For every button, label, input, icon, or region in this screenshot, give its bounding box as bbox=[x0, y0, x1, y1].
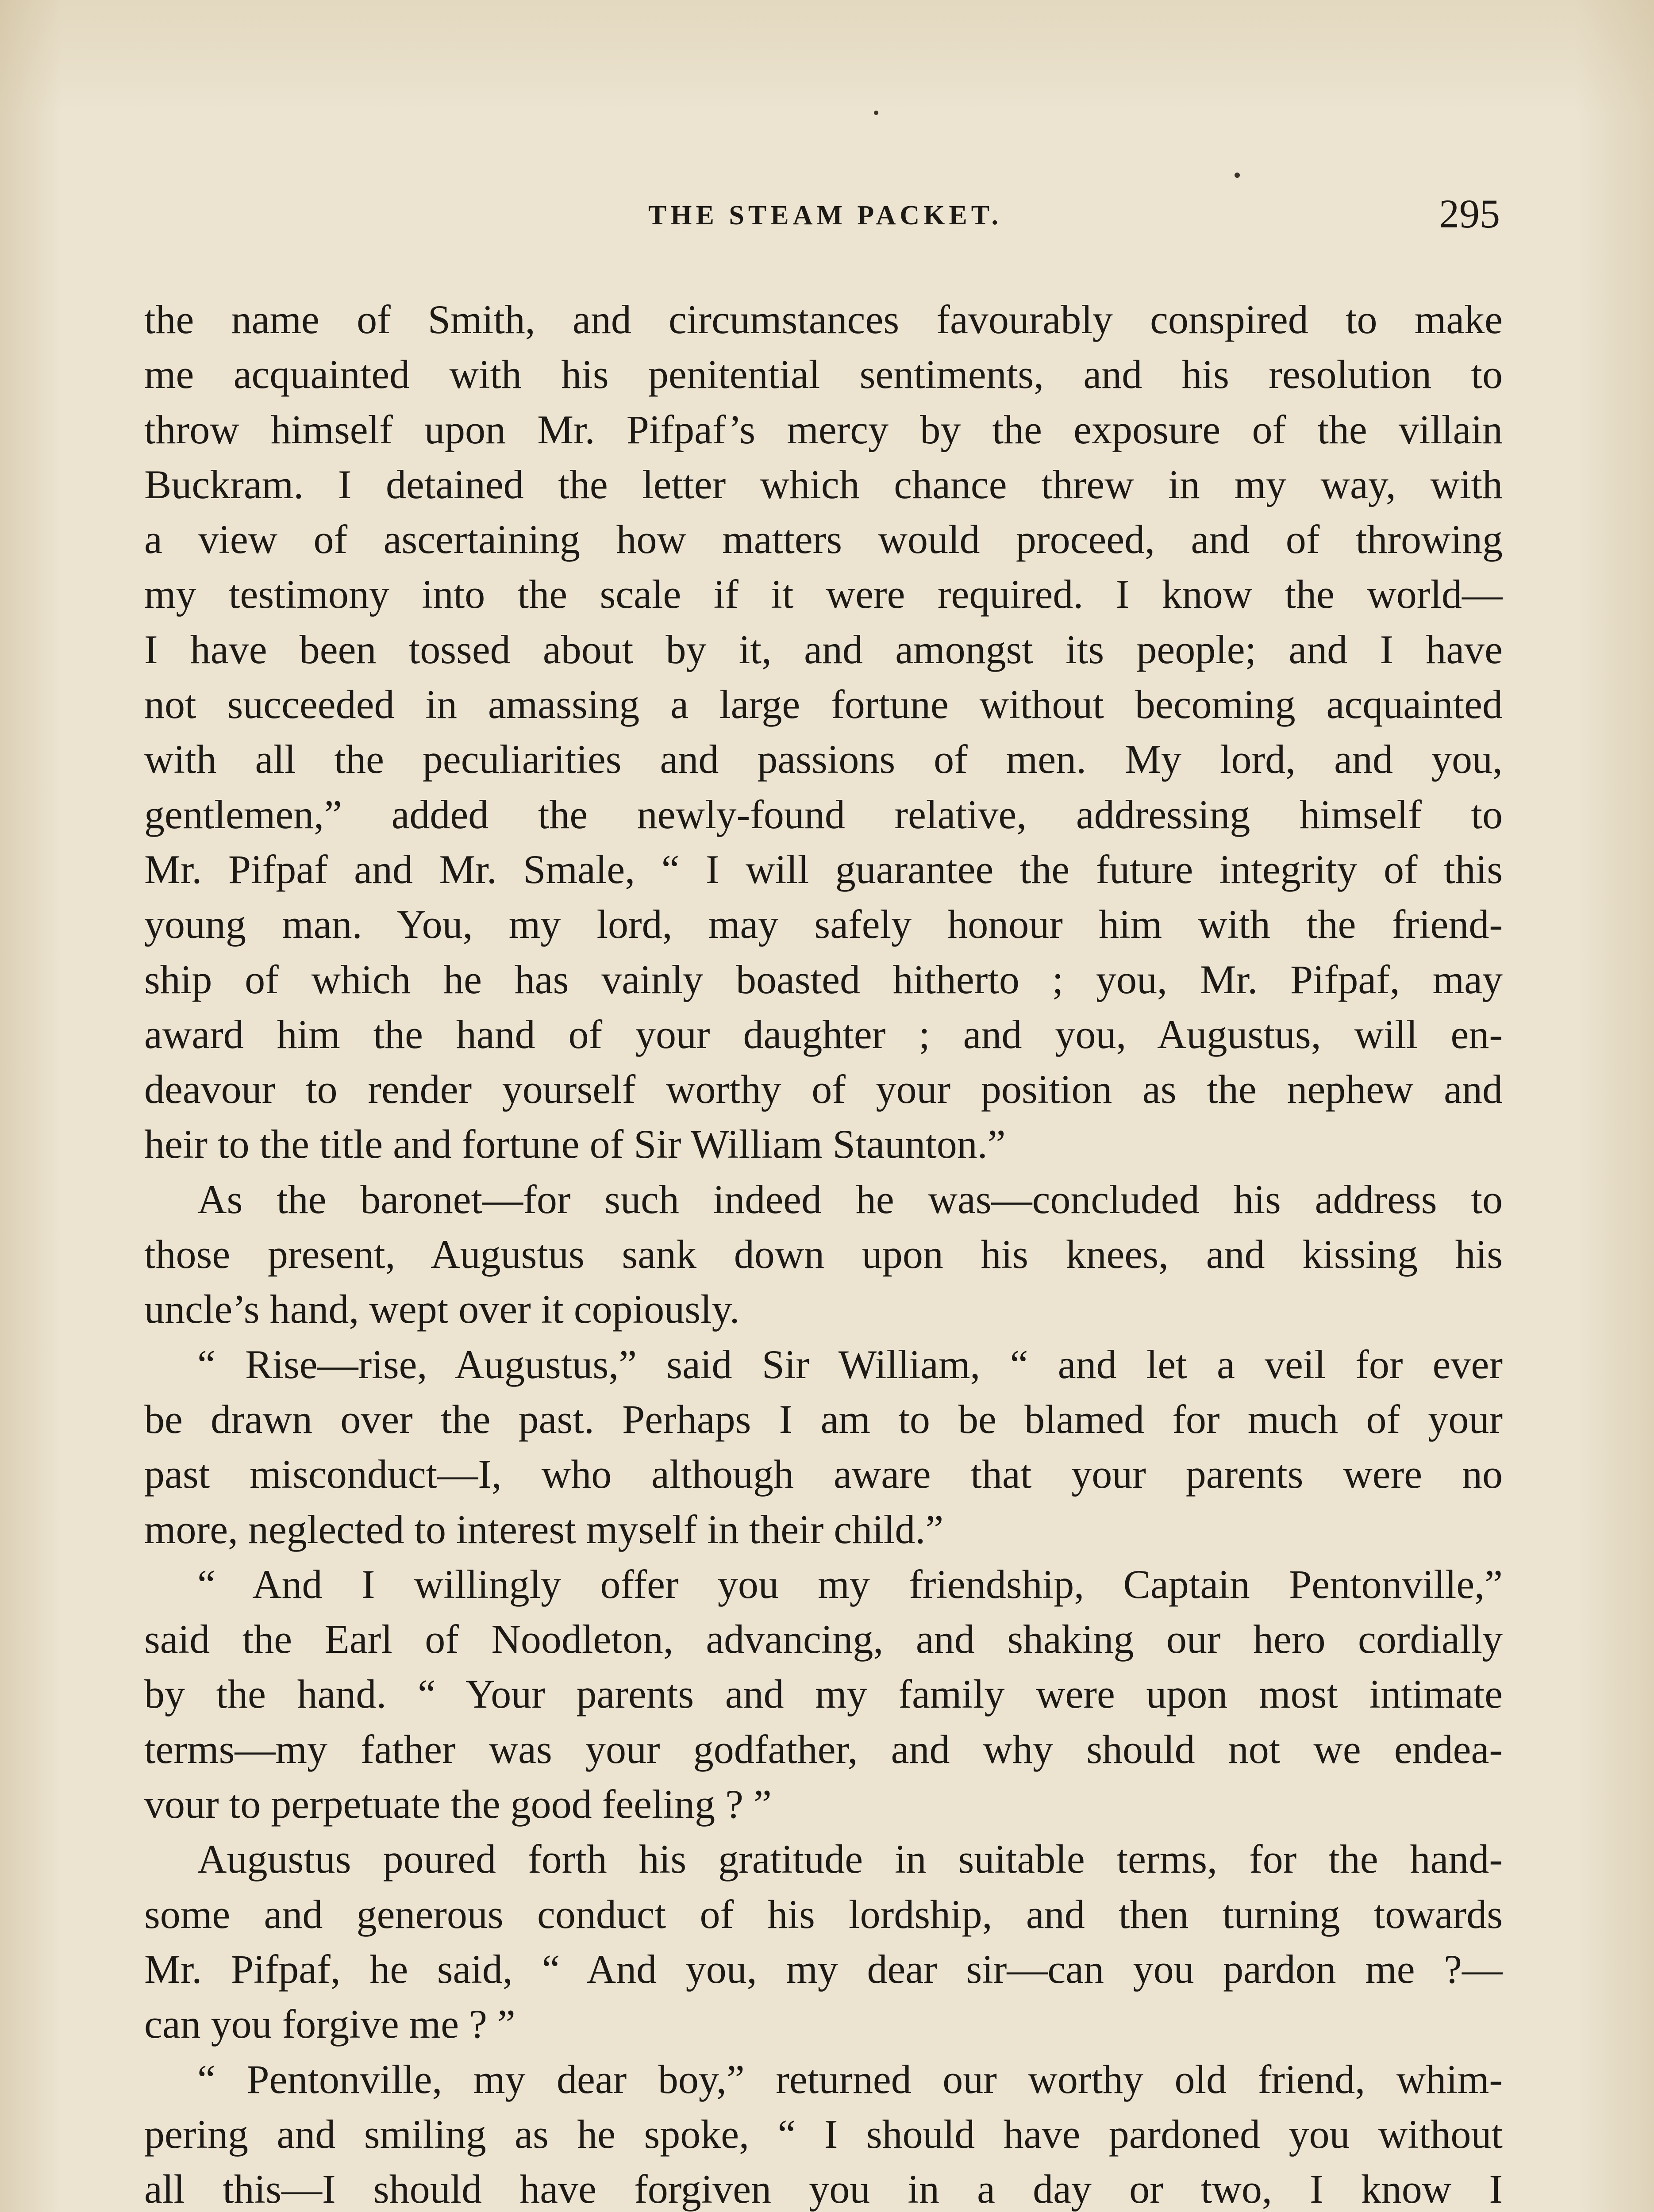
text-line: by the hand. “ Your parents and my family were upon most intimate bbox=[144, 1671, 1503, 1717]
text-line: young man. You, my lord, may safely honour him with the friend- bbox=[144, 902, 1503, 947]
text-line: be drawn over the past. Perhaps I am to be blamed for much of your bbox=[144, 1396, 1503, 1442]
text-line: uncle’s hand, wept over it copiously. bbox=[144, 1286, 740, 1332]
page-number: 295 bbox=[1439, 191, 1500, 236]
text-line: “ And I willingly offer you my friendship, Captain Pentonville,” bbox=[197, 1561, 1503, 1607]
text-line: can you forgive me ? ” bbox=[144, 2001, 515, 2047]
text-line: not succeeded in amassing a large fortune without becoming acquainted bbox=[144, 682, 1503, 727]
text-line: those present, Augustus sank down upon his knees, and kissing his bbox=[144, 1232, 1503, 1277]
running-title: THE STEAM PACKET. bbox=[648, 200, 1003, 230]
text-line: ship of which he has vainly boasted hitherto ; you, Mr. Pifpaf, may bbox=[144, 956, 1503, 1002]
text-line: terms—my father was your godfather, and why should not we endea- bbox=[144, 1726, 1503, 1772]
body-text bbox=[144, 292, 1503, 2212]
text-line: As the baronet—for such indeed he was—concluded his address to bbox=[197, 1176, 1503, 1222]
text-line: I have been tossed about by it, and amongst its people; and I have bbox=[144, 626, 1503, 672]
text-line: with all the peculiarities and passions of men. My lord, and you, bbox=[144, 737, 1503, 782]
text-line: Buckram. I detained the letter which chance threw in my way, with bbox=[144, 461, 1503, 507]
text-line: vour to perpetuate the good feeling ? ” bbox=[144, 1782, 772, 1827]
text-line: Augustus poured forth his gratitude in suitable terms, for the hand- bbox=[197, 1836, 1503, 1882]
text-line: me acquainted with his penitential sentiments, and his resolution to bbox=[144, 352, 1503, 397]
text-line: throw himself upon Mr. Pifpaf’s mercy by the exposure of the villain bbox=[144, 407, 1503, 452]
text-line: my testimony into the scale if it were required. I know the world— bbox=[144, 572, 1503, 617]
text-line: Mr. Pifpaf, he said, “ And you, my dear sir—can you pardon me ?— bbox=[144, 1946, 1503, 1992]
running-head bbox=[150, 190, 1500, 243]
text-line: Mr. Pifpaf and Mr. Smale, “ I will guarantee the future integrity of this bbox=[144, 846, 1503, 892]
text-line: “ Rise—rise, Augustus,” said Sir William, “ and let a veil for ever bbox=[197, 1341, 1503, 1387]
text-line: heir to the title and fortune of Sir William Staunton.” bbox=[144, 1121, 1006, 1167]
text-line: gentlemen,” added the newly-found relative, addressing himself to bbox=[144, 791, 1503, 837]
text-line: a view of ascertaining how matters would proceed, and of throwing bbox=[144, 517, 1503, 562]
paper-speck bbox=[1235, 173, 1240, 178]
paper-speck bbox=[874, 111, 878, 115]
text-line: more, neglected to interest myself in their child.” bbox=[144, 1506, 944, 1552]
text-line: “ Pentonville, my dear boy,” returned our worthy old friend, whim- bbox=[197, 2056, 1503, 2102]
text-line: all this—I should have forgiven you in a day or two, I know I bbox=[144, 2166, 1503, 2212]
text-line: pering and smiling as he spoke, “ I should have pardoned you without bbox=[144, 2111, 1503, 2157]
text-line: past misconduct—I, who although aware that your parents were no bbox=[144, 1452, 1503, 1497]
text-line: award him the hand of your daughter ; and you, Augustus, will en- bbox=[144, 1011, 1503, 1057]
text-line: the name of Smith, and circumstances favourably conspired to make bbox=[144, 297, 1503, 342]
text-line: deavour to render yourself worthy of your position as the nephew and bbox=[144, 1067, 1503, 1112]
text-line: said the Earl of Noodleton, advancing, and shaking our hero cordially bbox=[144, 1617, 1503, 1662]
text-line: some and generous conduct of his lordship, and then turning towards bbox=[144, 1891, 1503, 1937]
